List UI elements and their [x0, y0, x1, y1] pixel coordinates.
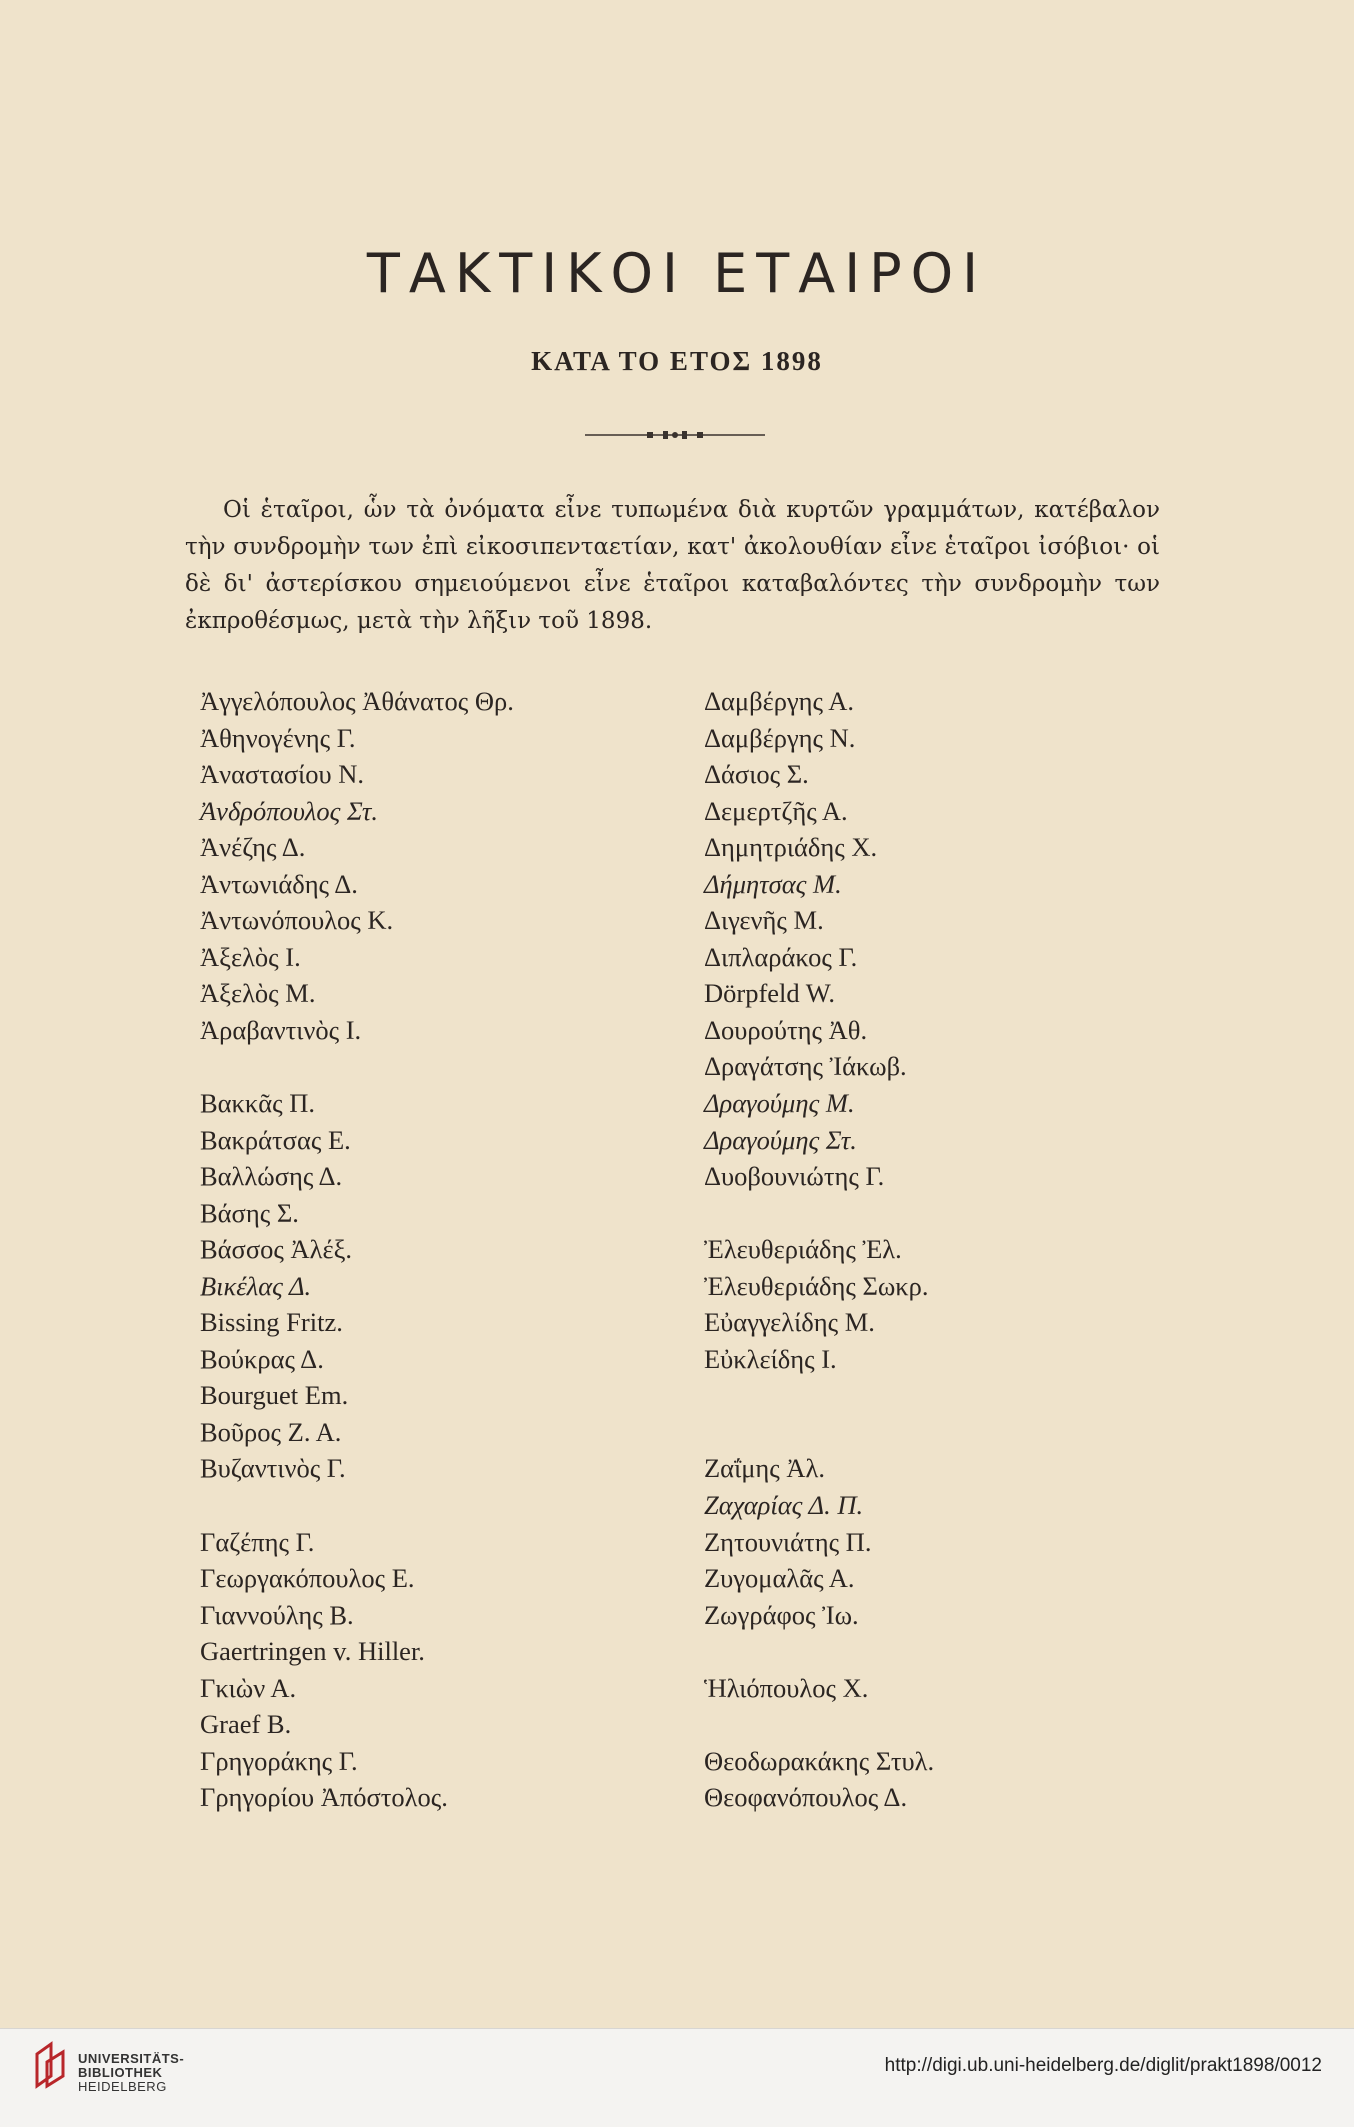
logo-line-1: UNIVERSITÄTS- — [78, 2051, 185, 2066]
left-member-name: Ἀξελὸς Ι. — [200, 941, 301, 972]
library-logo-icon — [33, 2040, 71, 2090]
right-member-name: Εὐαγγελίδης Μ. — [704, 1307, 875, 1338]
logo-line-3: HEIDELBERG — [78, 2079, 167, 2094]
left-member-name: Βικέλας Δ. — [200, 1270, 312, 1301]
left-spacer — [200, 1048, 660, 1085]
intro-paragraph — [185, 492, 1160, 640]
left-member-name: Γεωργακόπουλος Ε. — [200, 1563, 415, 1594]
left-member-name: Βούκρας Δ. — [200, 1343, 324, 1374]
ornament-divider — [585, 430, 765, 440]
members-column-left — [200, 683, 660, 1816]
library-logo-text — [78, 2052, 184, 2094]
right-spacer — [704, 1414, 1164, 1451]
right-member-name: Ζαχαρίας Δ. Π. — [704, 1490, 864, 1521]
footer-bar — [0, 2028, 1354, 2127]
left-member-name: Graef B. — [200, 1709, 292, 1740]
right-member-name: Ζωγράφος Ἰω. — [704, 1599, 859, 1630]
right-member-name: Δυοβουνιώτης Γ. — [704, 1161, 885, 1192]
intro-text: Οἱ ἑταῖροι, ὧν τὰ ὀνόματα εἶνε τυπωμένα διὰ κυρτῶν γραμμάτων, κατέβαλον τὴν συνδρομὴν των ἐπὶ εἰκοσιπενταετίαν, κατ' ἀκολουθίαν εἶνε ἑταῖροι ἰσόβιοι· οἱ δὲ δι' ἀστερίσκου σημειούμενοι εἶνε ἑταῖροι καταβαλόντες τὴν συνδρομὴν των ἐκπροθέσμως, μετὰ τὴν λῆξιν τοῦ 1898. — [185, 497, 1160, 634]
left-member-name: Γιαννούλης Β. — [200, 1599, 354, 1630]
source-url-link[interactable]: http://digi.ub.uni-heidelberg.de/diglit/prakt1898/0012 — [884, 2055, 1322, 2076]
left-member-name: Βακράτσας Ε. — [200, 1124, 351, 1155]
left-member-name: Bissing Fritz. — [200, 1307, 343, 1338]
right-member-name: Δάσιος Σ. — [704, 759, 809, 790]
left-member-name: Ἀθηνογένης Γ. — [200, 722, 356, 753]
right-member-name: Εὐκλείδης Ι. — [704, 1343, 837, 1374]
right-member-name: Ζυγομαλᾶς Α. — [704, 1563, 855, 1594]
right-member-name: Θεοδωρακάκης Στυλ. — [704, 1745, 935, 1776]
left-member-name: Ἀντωνιάδης Δ. — [200, 868, 358, 899]
left-member-name: Ἀντωνόπουλος Κ. — [200, 905, 394, 936]
members-column-right — [704, 683, 1164, 1816]
left-member-name: Γρηγοράκης Γ. — [200, 1745, 358, 1776]
right-member-name: Δαμβέργης Ν. — [704, 722, 856, 753]
right-spacer — [704, 1633, 1164, 1670]
left-member-name: Ἀξελὸς Μ. — [200, 978, 316, 1009]
right-member-name: Δραγάτσης Ἰάκωβ. — [704, 1051, 907, 1082]
right-member-name: Δραγούμης Στ. — [704, 1124, 857, 1155]
page-title: ΤΑΚΤΙΚΟΙ ΕΤΑΙΡΟΙ — [366, 242, 988, 305]
logo-line-2: BIBLIOTHEK — [78, 2065, 163, 2080]
right-member-name: Διπλαράκος Γ. — [704, 941, 858, 972]
left-member-name: Ἀνέζης Δ. — [200, 832, 306, 863]
left-member-name: Ἀνδρόπουλος Στ. — [200, 795, 378, 826]
left-member-name: Βυζαντινὸς Γ. — [200, 1453, 346, 1484]
left-member-name: Βαλλώσης Δ. — [200, 1161, 343, 1192]
left-member-name: Bourguet Em. — [200, 1380, 349, 1411]
right-spacer — [704, 1706, 1164, 1743]
right-member-name: Διγενῆς Μ. — [704, 905, 824, 936]
left-member-name: Βάσης Σ. — [200, 1197, 299, 1228]
right-member-name: Δραγούμης Μ. — [704, 1088, 855, 1119]
left-member-name: Βοῦρος Ζ. Α. — [200, 1416, 342, 1447]
right-member-name: Dörpfeld W. — [704, 978, 836, 1009]
left-member-name: Ἀγγελόπουλος Ἀθάνατος Θρ. — [200, 686, 514, 716]
right-member-name: Δαμβέργης Α. — [704, 686, 854, 716]
right-member-name: Δουρούτης Ἀθ. — [704, 1014, 868, 1045]
right-member-name: Ζαΐμης Ἀλ. — [704, 1453, 825, 1484]
right-member-name: Ἡλιόπουλος Χ. — [704, 1672, 869, 1703]
left-member-name: Ἀραβαντινὸς Ι. — [200, 1014, 362, 1045]
right-member-name: Ἐλευθεριάδης Σωκρ. — [704, 1270, 929, 1301]
right-member-name: Δεμερτζῆς Α. — [704, 795, 848, 826]
left-member-name: Γαζέπης Γ. — [200, 1526, 315, 1557]
right-member-name: Δημητριάδης Χ. — [704, 832, 878, 863]
right-member-name: Θεοφανόπουλος Δ. — [704, 1782, 908, 1813]
left-member-name: Ἀναστασίου Ν. — [200, 759, 364, 790]
left-member-name: Βάσσος Ἀλέξ. — [200, 1234, 353, 1265]
right-member-name: Ἐλευθεριάδης Ἐλ. — [704, 1234, 902, 1265]
right-member-name: Ζητουνιάτης Π. — [704, 1526, 872, 1557]
left-member-name: Γρηγορίου Ἀπόστολος. — [200, 1782, 448, 1813]
left-member-name: Gaertringen v. Hiller. — [200, 1636, 425, 1667]
right-spacer — [704, 1377, 1164, 1414]
page-subtitle: ΚΑΤΑ ΤΟ ΕΤΟΣ 1898 — [531, 346, 823, 376]
left-member-name: Γκιὼν Α. — [200, 1672, 297, 1703]
right-member-name: Δήμητσας Μ. — [704, 868, 842, 899]
left-spacer — [200, 1487, 660, 1524]
left-member-name: Βακκᾶς Π. — [200, 1088, 316, 1119]
right-spacer — [704, 1195, 1164, 1232]
